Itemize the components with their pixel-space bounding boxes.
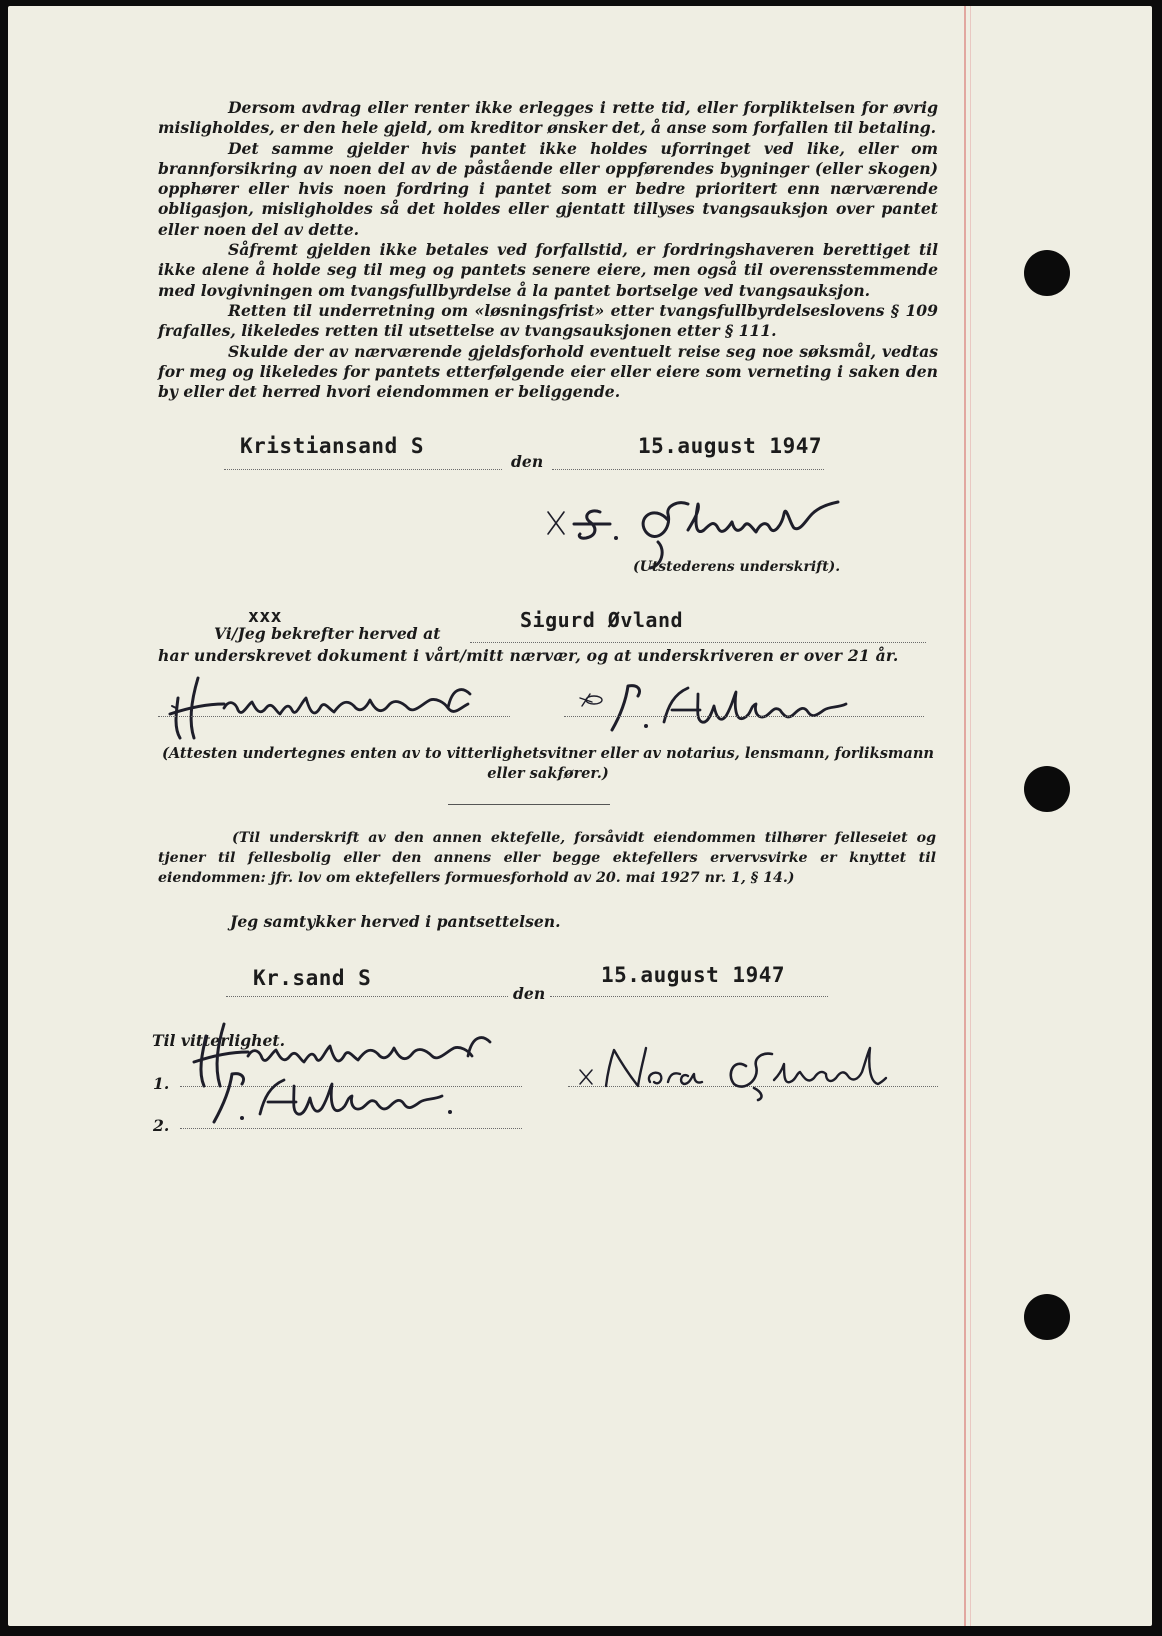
date-line-2 xyxy=(550,996,828,997)
signing-place: Kristiansand S xyxy=(240,434,425,458)
witness-2-signature xyxy=(568,676,888,746)
paragraph-venue: Skulde der av nærværende gjeldsforhold eventuelt reise seg noe søksmål, vedtas for meg og likeledes for pantets etterfølgende eier eller eiere som verneting i saken den by eller det herred hvori eiendommen er beliggende. xyxy=(158,341,938,402)
body-text xyxy=(158,98,938,402)
margin-line xyxy=(964,6,966,1626)
name-line xyxy=(470,642,926,643)
attested-name: Sigurd Øvland xyxy=(520,608,684,632)
witness-number-2: 2. xyxy=(153,1116,170,1135)
punch-hole xyxy=(1024,1294,1070,1340)
witness-number-1: 1. xyxy=(153,1074,170,1093)
den-label-2: den xyxy=(513,984,546,1003)
den-label: den xyxy=(511,452,544,471)
issuer-caption: (Utstederens underskrift). xyxy=(633,559,841,575)
punch-hole xyxy=(1024,250,1070,296)
document-page xyxy=(8,6,1152,1626)
place-line xyxy=(224,469,502,470)
paragraph-insurance: Det samme gjelder hvis pantet ikke holdes uforringet ved like, eller om brannforsikring av noen del av de påstående eller oppførendes bygninger (eller skogen) opphører eller hvis noen fordring i pantet som er bedre prioritert enn nærværende obligasjon, misligholdes så det holdes eller gjentatt tillyses tvangsauksjon over pantet eller noen del av dette. xyxy=(158,138,938,239)
attest-note: (Attesten undertegnes enten av to vitterlighetsvitner eller av notarius, lensmann, forliksmann eller sakfører.) xyxy=(161,745,935,782)
section-divider xyxy=(448,804,610,805)
date-line xyxy=(552,469,824,470)
witness-2-line xyxy=(564,716,924,717)
place-line-2 xyxy=(226,996,508,997)
punch-hole xyxy=(1024,766,1070,812)
witness-1-signature xyxy=(158,668,518,748)
witness-2-signature-bottom xyxy=(188,1064,488,1134)
signing-date: 15.august 1947 xyxy=(638,434,823,458)
paragraph-default: Dersom avdrag eller renter ikke erlegges i rette tid, eller forpliktelsen for øvrig misligholdes, er den hele gjeld, om kreditor ønsker det, å anse som forfallen til betaling. xyxy=(158,98,938,138)
spouse-note: (Til underskrift av den annen ektefelle, forsåvidt eiendommen tilhører felleseiet og tjener til fellesbolig eller den annens eller begge ektefellers ervervsvirke er knyttet til eiendommen: jfr. lov om ektefellers formuesforhold av 20. mai 1927 nr. 1, § 14.) xyxy=(158,830,936,886)
signing2-place: Kr.sand S xyxy=(253,966,372,990)
typed-xxx: xxx xyxy=(248,606,283,627)
margin-line-inner xyxy=(970,6,971,1626)
spouse-consent: Jeg samtykker herved i pantsettelsen. xyxy=(230,912,561,931)
witness-heading: Til vitterlighet. xyxy=(152,1031,286,1050)
attest-text-b: har underskrevet dokument i vårt/mitt nærvær, og at underskriveren er over 21 år. xyxy=(158,646,899,665)
spouse-signature xyxy=(578,1036,938,1106)
paragraph-maturity: Såfremt gjelden ikke betales ved forfallstid, er fordringshaveren berettiget til ikke alene å holde seg til meg og pantets senere eiere, men også til overensstemmende med lovgivningen om tvangsfullbyrdelse å la pantet bortselge ved tvangsauksjon. xyxy=(158,240,938,300)
attest-text-a: Vi/Jeg bekrefter herved at xyxy=(214,624,441,643)
paragraph-redemption: Retten til underretning om «løsningsfrist» etter tvangsfullbyrdelseslovens § 109 frafalles, likeledes retten til utsettelse av tvangsauksjonen etter § 111. xyxy=(158,300,938,341)
signing2-date: 15.august 1947 xyxy=(601,963,786,987)
witness-1-line xyxy=(158,716,510,717)
